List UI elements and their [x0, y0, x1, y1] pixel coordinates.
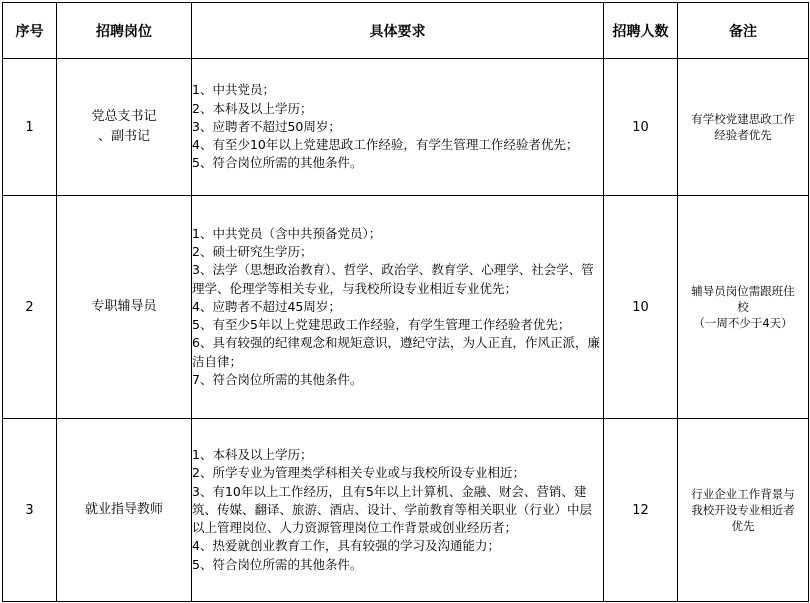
- requirement-item: 3、应聘者不超过50周岁；: [192, 118, 341, 134]
- position-line: 就业指导教师: [84, 502, 163, 517]
- table-row: [3, 59, 809, 196]
- header-requirements: 具体要求: [192, 3, 604, 59]
- header-index: 序号: [3, 3, 57, 59]
- row-count: 10: [604, 59, 678, 196]
- row-position: [57, 59, 192, 196]
- table-row: [3, 419, 809, 602]
- row-index: 3: [3, 419, 57, 602]
- requirement-item: 2、所学专业为管理类学科相关专业或与我校所设专业相近；: [192, 465, 525, 481]
- table-row: [3, 196, 809, 419]
- requirement-item: 1、本科及以上学历；: [192, 447, 313, 463]
- requirement-item: 4、有至少10年以上党建思政工作经验，有学生管理工作经验者优先；: [192, 137, 579, 153]
- position-line: 、副书记: [97, 129, 150, 144]
- header-count: 招聘人数: [604, 3, 678, 59]
- row-requirements: [192, 196, 604, 419]
- requirement-item: 1、中共党员（含中共预备党员）；: [192, 226, 382, 242]
- header-position: 招聘岗位: [57, 3, 192, 59]
- requirement-item: 1、中共党员；: [192, 82, 275, 98]
- requirement-item: 6、具有较强的纪律观念和规矩意识，遵纪守法，为人正直，作风正派，廉洁自律；: [192, 335, 600, 369]
- note-line: 优先: [731, 519, 755, 533]
- row-note: [678, 196, 809, 419]
- row-index: 2: [3, 196, 57, 419]
- row-position: [57, 196, 192, 419]
- note-line: 辅导员岗位需跟班住: [691, 284, 795, 298]
- requirement-item: 7、符合岗位所需的其他条件。: [192, 371, 363, 387]
- requirement-item: 5、有至少5年以上党建思政工作经验，有学生管理工作经验者优先；: [192, 317, 571, 333]
- requirement-item: 5、符合岗位所需的其他条件。: [192, 155, 363, 171]
- row-index: 1: [3, 59, 57, 196]
- position-line: 党总支书记: [91, 109, 157, 124]
- requirement-item: 4、应聘者不超过45周岁；: [192, 298, 341, 314]
- requirement-item: 3、法学（思想政治教育）、哲学、政治学、教育学、心理学、社会学、管理学、伦理学等相关专业，与我校所设专业相近专业优先；: [192, 262, 594, 296]
- recruitment-table-wrapper: [2, 2, 809, 602]
- requirement-item: 5、符合岗位所需的其他条件。: [192, 556, 363, 572]
- note-line: 我校开设专业相近者: [691, 503, 795, 517]
- note-line: 有学校党建思政工作: [691, 112, 795, 126]
- requirement-item: 2、本科及以上学历；: [192, 100, 313, 116]
- note-line: 校: [737, 300, 749, 314]
- requirement-item: 3、有10年以上工作经历，且有5年以上计算机、金融、财会、营销、建筑、传媒、翻译、旅游、酒店、设计、学前教育等相关职业（行业）中层以上管理岗位、人力资源管理岗位工作背景或创业经历者；: [192, 483, 593, 536]
- row-requirements: [192, 59, 604, 196]
- note-line: 行业企业工作背景与: [691, 487, 795, 501]
- requirement-item: 4、热爱就创业教育工作，具有较强的学习及沟通能力；: [192, 538, 500, 554]
- row-note: [678, 419, 809, 602]
- row-requirements: [192, 419, 604, 602]
- row-count: 12: [604, 419, 678, 602]
- recruitment-table: [2, 2, 809, 602]
- header-notes: 备注: [678, 3, 809, 59]
- row-count: 10: [604, 196, 678, 419]
- note-line: （一周不少于4天）: [693, 316, 793, 330]
- position-line: 专职辅导员: [91, 299, 157, 314]
- note-line: 经验者优先: [714, 128, 772, 142]
- row-position: [57, 419, 192, 602]
- table-header-row: [3, 3, 809, 59]
- row-note: [678, 59, 809, 196]
- requirement-item: 2、硕士研究生学历；: [192, 244, 313, 260]
